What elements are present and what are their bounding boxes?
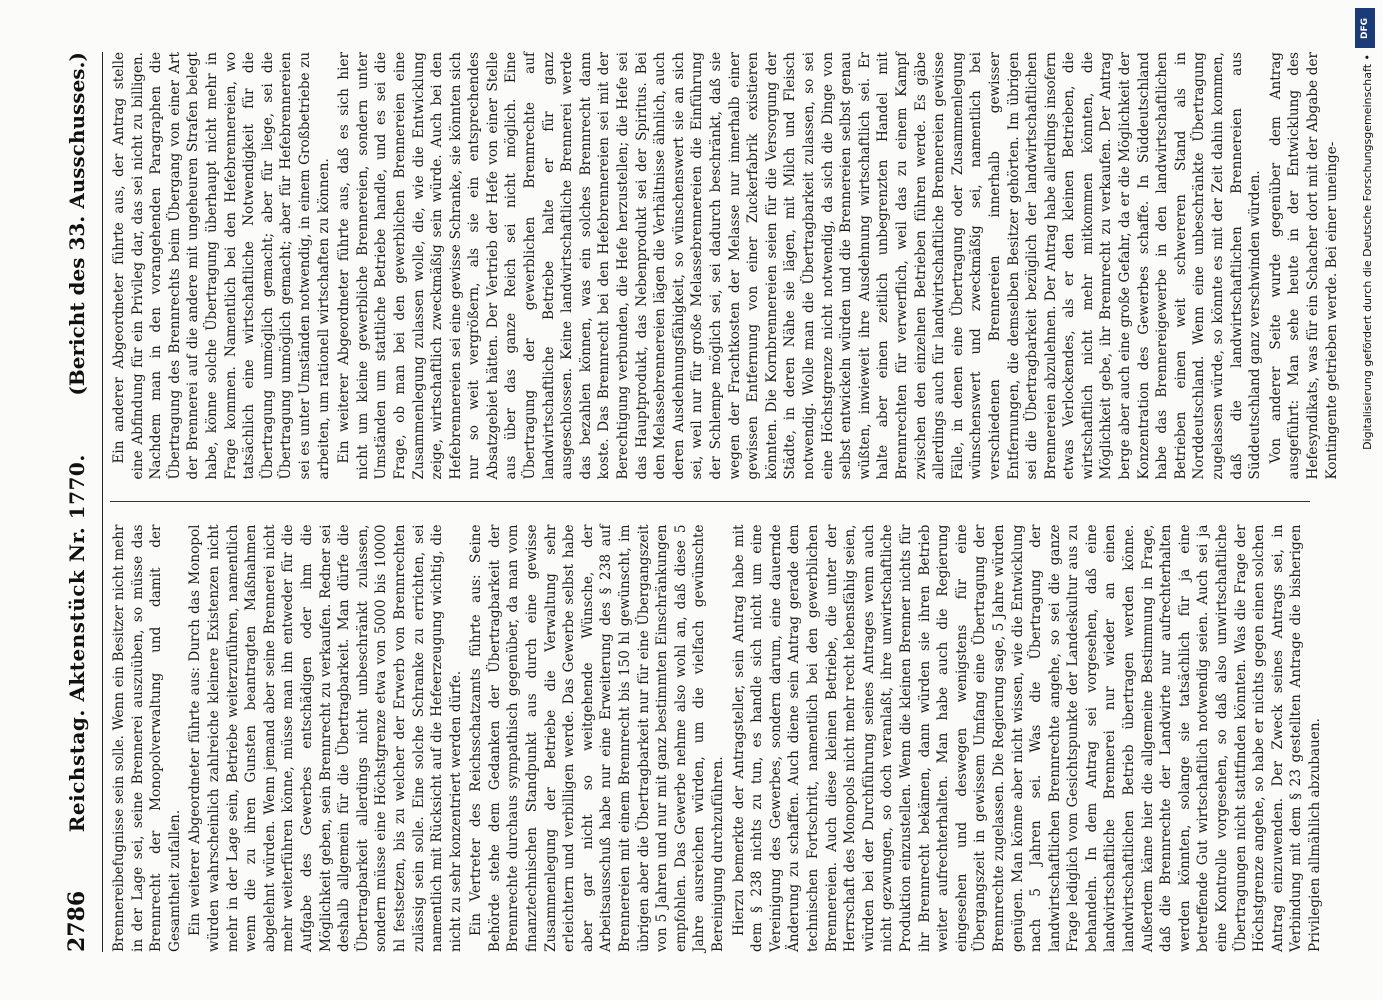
text-columns	[110, 52, 1340, 952]
paragraph: Ein anderer Abgeordneter führte aus, der Antrag stelle eine Abfindung für ein Privileg dar, das sei nicht zu billigen. Nachdem man in den vorangehenden Paragraphen die Übertragung des Brennrechts beim Übergang von einer Art der Brennerei auf die andere mit ungeheuren Strafen belegt habe, könne solche Übertragung überhaupt nicht mehr in Frage kommen. Namentlich bei den Hefebrennereien, wo tatsächlich eine wirtschaftliche Notwendigkeit für die Übertragung unmöglich gemacht; aber für liege, sei die Übertragung unmöglich gemacht; aber für Hefebrennereien sei es unter Umständen notwendig, in einem Großbetriebe zu arbeiten, um rationell wirtschaften zu können.	[111, 52, 332, 480]
paragraph: Brennereibefugnisse sein solle. Wenn ein Besitzer nicht mehr in der Lage sei, seine Brennerei auszuüben, so müsse das Brennrecht der Monopolverwaltung und damit der Gesamtheit zufallen.	[111, 524, 183, 952]
digitization-credit: Digitalisierung gefördert durch die Deutsche Forschungsgemeinschaft •	[1361, 54, 1374, 450]
header-title: Reichstag. Aktenstück Nr. 1770.	[65, 454, 89, 833]
header-section: (Bericht des 33. Ausschusses.)	[65, 52, 89, 396]
paragraph: Ein weiterer Abgeordneter führte aus, daß es sich hier nicht um kleine gewerbliche Brennereien, sondern unter Umständen um stattliche Betriebe handle, und es sei die Frage, ob man bei den gewerblichen Brennereien eine Zusammenlegung zulassen wolle, die, wie die Entwicklung zeige, wirtschaftlich zweckmäßig sein würde. Auch bei den Hefebrennereien sei eine gewisse Schranke, sie könnten sich nur so weit vergrößern, als sie ein entsprechendes Absatzgebiet hätten. Der Vertrieb der Hefe von einer Stelle aus über das ganze Reich sei nicht möglich. Eine Übertragung der gewerblichen Brennrechte auf landwirtschaftliche Betriebe halte er für ganz ausgeschlossen. Keine landwirtschaftliche Brennerei werde das bezahlen können, was ein solches Brennrecht dann koste. Das Brennrecht bei den Hefebrennereien sei mit der Berechtigung verbunden, die Hefe herzustellen; die Hefe sei das Hauptprodukt, das Nebenprodukt sei der Spiritus. Bei den Melassebrennereien lägen die Verhältnisse ähnlich, auch deren Ausdehnungsfähigkeit, so wünschenswert sie an sich sei, weil nur für große Melassebrennereien die Einführung der Schlempe möglich sei, sei dadurch beschränkt, daß sie wegen der Frachtkosten der Melasse nur innerhalb einer gewissen Entfernung von einer Zuckerfabrik existieren könnten. Die Kornbrennereien seien für die Versorgung der Städte, in deren Nähe sie lägen, mit Milch und Fleisch notwendig. Wolle man die Übertragbarkeit zulassen, so sei eine Höchstgrenze nicht notwendig, da sich die Dinge von selbst entwickeln würden und die Brennereien selbst genau wüßten, inwieweit ihre Ausdehnung wirtschaftlich sei. Er halte aber einen zeitlich unbegrenzten Handel mit Brennrechten für verwerflich, weil das zu einem Kampf zwischen den einzelnen Betrieben führen werde. Es gäbe allerdings auch für landwirtschaftliche Brennereien gewisse Fälle, in denen eine Übertragung oder Zusammenlegung wünschenswert und zweckmäßig sei, namentlich bei verschiedenen Brennereien innerhalb gewisser Entfernungen, die demselben Besitzer gehörten. Im übrigen sei die Übertragbarkeit bezüglich der landwirtschaftlichen Brennereien abzulehnen. Der Antrag habe allerdings insofern etwas Verlockendes, als er den kleinen Betrieben, die wirtschaftlich nicht mehr mitkommen könnten, die Möglichkeit gebe, ihr Brennrecht zu verkaufen. Der Antrag berge aber auch eine große Gefahr, da er die Möglichkeit der Konzentration des Gewerbes schaffe. In Süddeutschland habe das Brennereigewerbe in den landwirtschaftlichen Betrieben einen weit schwereren Stand als in Norddeutschland. Wenn eine unbeschränkte Übertragung zugelassen würde, so könnte es mit der Zeit dahin kommen, daß die landwirtschaftlichen Brennereien aus Süddeutschland ganz verschwinden würden.	[336, 52, 1264, 480]
page-number: 2786	[64, 890, 90, 952]
paragraph: Ein weiterer Abgeordneter führte aus: Durch das Monopol würden wahrscheinlich zahlreiche kleinere Existenzen nicht mehr in der Lage sein, Betriebe weiterzuführen, namentlich wenn die zu ihren Gunsten beantragten Maßnahmen abgelehnt würden. Wenn jemand aber seine Brennerei nicht mehr weiterführen könne, müsse man ihn entweder für die Aufgabe des Gewerbes entschädigen oder ihm die Möglichkeit geben, sein Brennrecht zu verkaufen. Redner sei deshalb allgemein für die Übertragbarkeit. Man dürfe die Übertragbarkeit allerdings nicht unbeschränkt zulassen, sondern müsse eine Höchstgrenze etwa von 5000 bis 10000 hl festsetzen, bis zu welcher der Erwerb von Brennrechten zulässig sein solle. Eine solche Schranke zu errichten, sei namentlich mit Rücksicht auf die Hefeerzeugung wichtig, die nicht zu sehr konzentriert werden dürfe.	[187, 524, 464, 952]
paragraph: Hierzu bemerkte der Antragsteller, sein Antrag habe mit dem § 238 nichts zu tun, es handle sich nicht um eine Vereinigung des Gewerbes, sondern darum, eine dauernde Änderung zu schaffen. Auch diene sein Antrag gerade dem technischen Fortschritt, namentlich bei den gewerblichen Brennereien. Auch diese kleinen Betriebe, die unter der Herrschaft des Monopols nicht mehr recht lebensfähig seien, würden bei der Durchführung seines Antrages wenn auch nicht gezwungen, so doch veranlaßt, ihre unwirtschaftliche Produktion einzustellen. Wenn die kleinen Brenner nichts für ihr Brennrecht bekämen, dann würden sie ihren Betrieb weiter aufrechterhalten. Man habe auch die Regierung eingesehen und deswegen wenigstens für eine Übergangszeit in gewissem Umfang eine Übertragung der Brennrechte zugelassen. Die Regierung sage, 5 Jahre würden genügen. Man könne aber nicht wissen, wie die Entwicklung nach 5 Jahren sei. Was die Übertragung der landwirtschaftlichen Brennrechte angehe, so sei die ganze Frage lediglich vom Gesichtspunkte der Landeskultur aus zu behandeln. In dem Antrag sei vorgesehen, daß eine landwirtschaftliche Brennerei nur wieder an einen landwirtschaftlichen Betrieb übertragen werden könne. Außerdem käme hier die allgemeine Bestimmung in Frage, daß die Brennrechte der Landwirte nur aufrechterhalten werden könnten, solange sie tatsächlich für ja eine betreffende Gut wirtschaftlich notwendig seien. Auch sei ja eine Kontrolle vorgesehen, so daß also unwirtschaftliche Übertragungen nicht stattfinden könnten. Was die Frage der Höchstgrenze angehe, so habe er nichts gegen einen solchen Antrag einzuwenden. Der Zweck seines Antrags sei, in Verbindung mit dem § 23 gestellten Antrage die bisherigen Privilegien allmählich abzubauen.	[730, 524, 1323, 952]
column-divider	[110, 502, 1310, 503]
left-column	[110, 524, 1323, 953]
running-header	[52, 52, 103, 952]
paragraph: Von anderer Seite wurde gegenüber dem Antrag ausgeführt: Man sehe heute in der Entwicklung des Hefesyndikats, was für ein Schacher dort mit der Abgabe der Kontingente getrieben werde. Bei einer uneinge-	[1267, 52, 1340, 480]
paragraph: Ein Vertreter des Reichsschatzamts führte aus: Seine Behörde stehe dem Gedanken der Übertragbarkeit der Brennrechte durchaus sympathisch gegenüber, da man vom finanztechnischen Standpunkt aus durch eine gewisse Zusammenlegung der Betriebe die Verwaltung sehr erleichtern und verbilligen werde. Das Gewerbe selbst habe aber gar nicht so weitgehende Wünsche, der Arbeitsausschuß habe nur eine Erweiterung des § 238 auf Brennereien mit einem Brennrecht bis 150 hl gewünscht, im übrigen aber die Übertragbarkeit nur für eine Übergangszeit von 5 Jahren und nur mit ganz bestimmten Einschränkungen empfohlen. Das Gewerbe nehme also wohl an, daß diese 5 Jahre ausreichen würden, um die vielfach gewünschte Bereinigung durchzuführen.	[468, 524, 726, 952]
right-column	[110, 52, 1340, 480]
dfg-logo: DFG	[1355, 8, 1375, 48]
